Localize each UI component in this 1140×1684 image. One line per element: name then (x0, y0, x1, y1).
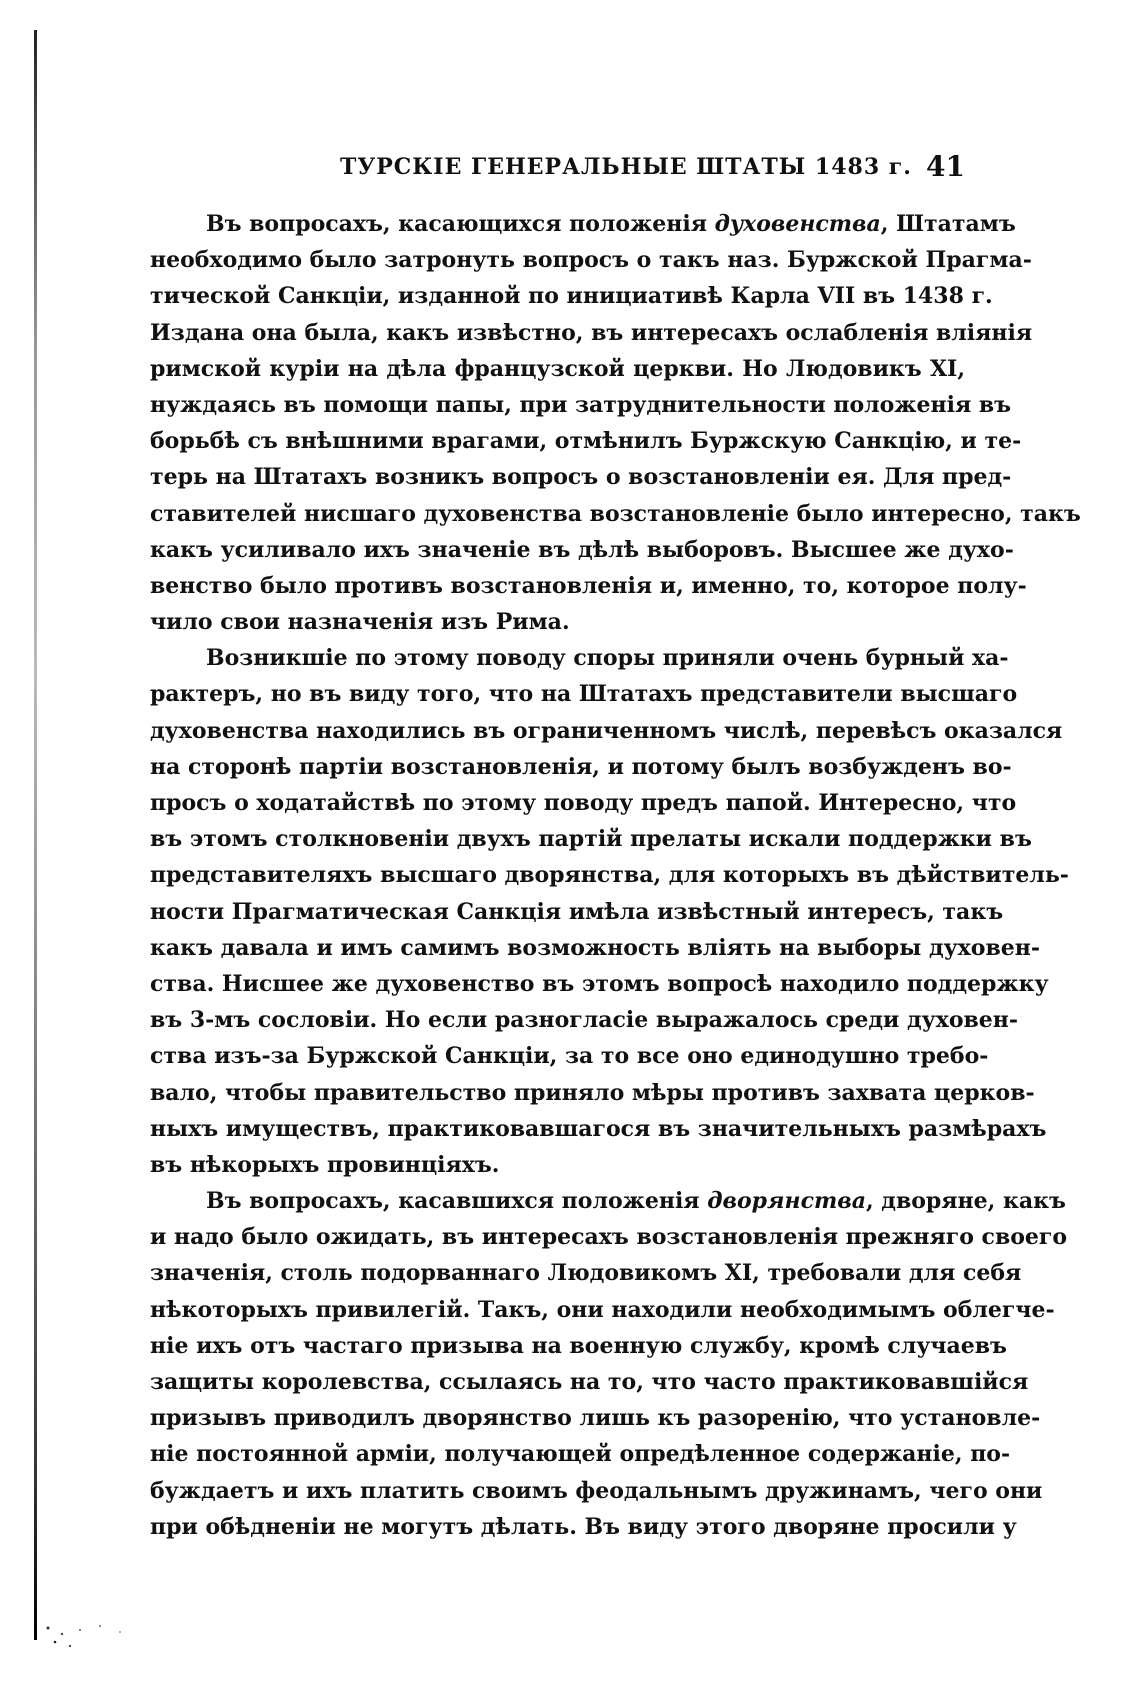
text-line: Въ вопросахъ, касавшихся положенія дворянства, дворяне, какъ (206, 1188, 1066, 1215)
text-line: чило свои назначенія изъ Рима. (150, 609, 570, 636)
text-line: вало, чтобы правительство приняло мѣры противъ захвата церков- (150, 1079, 1035, 1106)
text-line: рактеръ, но въ виду того, что на Штатахъ представители высшаго (150, 681, 1018, 708)
text-line: въ нѣкорыхъ провинціяхъ. (150, 1151, 500, 1178)
page-number: 41 (926, 150, 965, 183)
text-line: римской куріи на дѣла французской церкви. Но Людовикъ XI, (150, 355, 965, 382)
text-line: необходимо было затронуть вопросъ о такъ наз. Буржской Прагма- (150, 247, 1032, 274)
text-line: представителяхъ высшаго дворянства, для которыхъ въ дѣйствитель- (150, 862, 1069, 889)
text-line: борьбѣ съ внѣшними врагами, отмѣнилъ Буржскую Санкцію, и те- (150, 428, 1022, 455)
binding-specks (40, 1620, 160, 1650)
text-line: ства изъ-за Буржской Санкціи, за то все оно единодушно требо- (150, 1043, 989, 1070)
body-text (150, 206, 1081, 1545)
text-line: Возникшіе по этому поводу споры приняли очень бурный ха- (206, 645, 1009, 672)
text-line: на сторонѣ партіи возстановленія, и потому былъ возбужденъ во- (150, 753, 1012, 780)
paragraph (150, 206, 1081, 640)
text-line: буждаетъ и ихъ платить своимъ феодальнымъ дружинамъ, чего они (150, 1477, 1043, 1504)
text-line: нуждаясь въ помощи папы, при затруднительности положенія въ (150, 391, 1012, 418)
text-line: защиты королевства, ссылаясь на то, что часто практиковавшійся (150, 1369, 1029, 1395)
text-line: какъ давала и имъ самимъ возможность влiять на выборы духовен- (150, 934, 1040, 961)
text-line: просъ о ходатайствѣ по этому поводу предъ папой. Интересно, что (150, 790, 1017, 816)
text-line: Въ вопросахъ, касающихся положенія духовенства, Штатамъ (206, 211, 1016, 237)
paragraph (150, 640, 1069, 1183)
emphasized-word: дворянства (707, 1188, 866, 1215)
text-line: какъ усиливало ихъ значеніе въ дѣлѣ выборовъ. Высшее же духо- (150, 536, 1014, 563)
text-line: тической Санкціи, изданной по инициативѣ Карла VII въ 1438 г. (150, 283, 993, 310)
text-line: ставителей нисшаго духовенства возстановленіе было интересно, такъ (150, 500, 1081, 527)
text-line: венство было противъ возстановленія и, именно, то, которое полу- (150, 572, 1027, 599)
text-line: въ этомъ столкновеніи двухъ партій прелаты искали поддержки въ (150, 826, 1032, 853)
text-line: и надо было ожидать, въ интересахъ возстановленія прежняго своего (150, 1224, 1068, 1251)
text-line: при обѣдненіи не могутъ дѣлать. Въ виду этого дворяне просили у (150, 1513, 1017, 1540)
text-line: ніе ихъ отъ частаго призыва на военную службу, кромѣ случаевъ (150, 1332, 1007, 1359)
text-line: терь на Штатахъ возникъ вопросъ о возстановленіи ея. Для пред- (150, 464, 1012, 491)
text-line: ніе постоянной арміи, получающей опредѣленное содержаніе, по- (150, 1441, 1011, 1468)
page-header (150, 150, 965, 190)
text-line: духовенства находились въ ограниченномъ числѣ, перевѣсъ оказался (150, 717, 1063, 744)
page-binding-edge (34, 30, 37, 1640)
text-line: значенія, столь подорваннаго Людовикомъ XI, требовали для себя (150, 1260, 1022, 1287)
emphasized-word: духовенства (714, 211, 881, 237)
text-line: ности Прагматическая Санкція имѣла извѣстный интересъ, такъ (150, 898, 1004, 925)
text-line: въ 3-мъ сословіи. Но если разногласіе выражалось среди духовен- (150, 1007, 1019, 1034)
text-line: Издана она была, какъ извѣстно, въ интересахъ ослабленія вліянія (150, 319, 1033, 346)
text-line: ныхъ имуществъ, практиковавшагося въ значительныхъ размѣрахъ (150, 1115, 1047, 1142)
text-line: ства. Нисшее же духовенство въ этомъ вопросѣ находило поддержку (150, 970, 1049, 997)
paragraph (150, 1183, 1068, 1545)
text-line: нѣкоторыхъ привилегій. Такъ, они находили необходимымъ облегче- (150, 1296, 1055, 1323)
text-line: призывъ приводилъ дворянство лишь къ разоренію, что установле- (150, 1405, 1041, 1432)
running-title: ТУРСКІЕ ГЕНЕРАЛЬНЫЕ ШТАТЫ 1483 г. (340, 154, 912, 180)
